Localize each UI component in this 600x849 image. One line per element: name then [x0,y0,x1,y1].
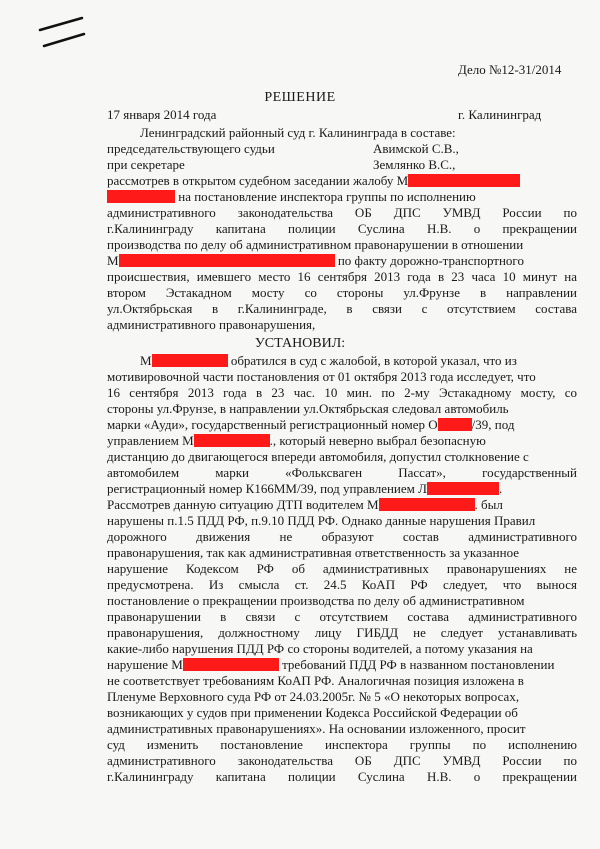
text-line [107,433,577,448]
redaction [107,190,175,203]
text-line [107,173,577,188]
text-line: административного законодательства ОБ ДПС УМВД России по [107,205,577,220]
text-segment: обратился в суд с жалобой, в которой указал, что из [230,353,517,368]
redaction [194,434,270,447]
redaction [379,498,475,511]
judge-label: председательствующего судьи [107,141,275,156]
text-line: нарушены п.1.5 ПДД РФ, п.9.10 ПДД РФ. Однако данные нарушения Правил [107,513,536,528]
text-segment: /39, под [471,417,515,432]
text-line: возникающих у судов при применении Кодекса Российской Федерации об [107,705,518,720]
text-segment: на постановление инспектора группы по исполнению [178,189,476,204]
text-line: суд изменить постановление инспектора группы по исполнению [107,737,577,752]
text-line: г.Калининграду капитана полиции Суслина Н.В. о прекращении [107,769,577,784]
redaction [427,482,499,495]
text-segment: требований ПДД РФ в названном постановлении [282,657,555,672]
text-line: постановление о прекращении производства по делу об административном [107,593,525,608]
text-segment: . был [474,497,503,512]
redaction [438,418,472,431]
section-heading: УСТАНОВИЛ: [254,336,346,351]
text-line [107,497,577,512]
text-line: втором Эстакадном мосту со стороны ул.Фрунзе в направлении [107,285,577,300]
text-line: какие-либо нарушения ПДД РФ со стороны водителей, а потому указания на [107,641,533,656]
text-segment: нарушение М [107,657,183,672]
text-line: Пленуме Верховного суда РФ от 24.03.2005г. № 5 «О некоторых вопросах, [107,689,520,704]
text-line [107,189,577,204]
text-line: автомобилем марки «Фольксваген Пассат», государственный [107,465,577,480]
text-line: г.Калининграду капитана полиции Суслина Н.В. о прекращении [107,221,577,236]
redaction [408,174,520,187]
text-line [140,353,577,368]
text-line: мотивировочной части постановления от 01 октября 2013 года исследует, что [107,369,536,384]
text-segment: управлением М [107,433,194,448]
redaction [183,658,279,671]
text-line: происшествия, имевшего место 16 сентября 2013 года в 23 часа 10 минут на [107,269,577,284]
secretary-label: при секретаре [107,157,185,172]
text-segment: марки «Ауди», государственный регистрационный номер О [107,417,438,432]
secretary-name: Землянко В.С., [373,157,456,172]
text-line: ул.Октябрьская в г.Калининграде, в связи с отсутствием состава [107,301,577,316]
text-line: предусмотрена. Из смысла ст. 24.5 КоАП РФ следует, что вынося [107,577,577,592]
court-composition: Ленинградский районный суд г. Калининграда в составе: [140,125,456,140]
text-line: 16 сентября 2013 года в 23 час. 10 мин. по 2-му Эстакадному мосту, со [107,385,577,400]
text-line: производства по делу об административном правонарушении в отношении [107,237,524,252]
text-segment: Рассмотрев данную ситуацию ДТП водителем М [107,497,379,512]
text-segment: ., который неверно выбрал безопасную [269,433,486,448]
text-line: стороны ул.Фрунзе, в направлении ул.Октябрьская следовал автомобиль [107,401,509,416]
text-line: правонарушении в связи с отсутствием состава административного [107,609,577,624]
handwritten-mark [38,12,88,52]
redaction [119,254,335,267]
decision-date: 17 января 2014 года [107,107,217,122]
text-line: не соответствует требованиям КоАП РФ. Аналогичная позиция изложена в [107,673,524,688]
text-line [107,417,577,432]
redaction [152,354,228,367]
text-line: административного правонарушения, [107,317,316,332]
text-segment: по факту дорожно-транспортного [337,253,524,268]
text-line [107,657,577,672]
text-line: правонарушения, должностному лицу ГИБДД не следует устанавливать [107,625,577,640]
judge-name: Авимской С.В., [373,141,459,156]
text-line [107,253,577,268]
text-line: административного законодательства ОБ ДПС УМВД России по [107,753,577,768]
text-line: дистанцию до двигающегося впереди автомобиля, допустил столкновение с [107,449,529,464]
text-segment: М [107,253,119,268]
text-segment: рассмотрев в открытом судебном заседании жалобу М [107,173,409,188]
document-title: РЕШЕНИЕ [264,90,336,105]
case-number: Дело №12-31/2014 [458,62,562,77]
text-line: административных правонарушениях». На основании изложенного, просит [107,721,526,736]
text-segment: . [498,481,503,496]
text-line: дорожного движения не образуют состав административного [107,529,577,544]
text-segment: М [140,353,152,368]
text-segment: регистрационный номер К166ММ/39, под управлением Л [107,481,427,496]
text-line: нарушение Кодексом РФ об административных правонарушениях не [107,561,577,576]
text-line [107,481,577,496]
decision-city: г. Калининград [458,107,542,122]
text-line: правонарушения, так как административная ответственность за указанное [107,545,520,560]
